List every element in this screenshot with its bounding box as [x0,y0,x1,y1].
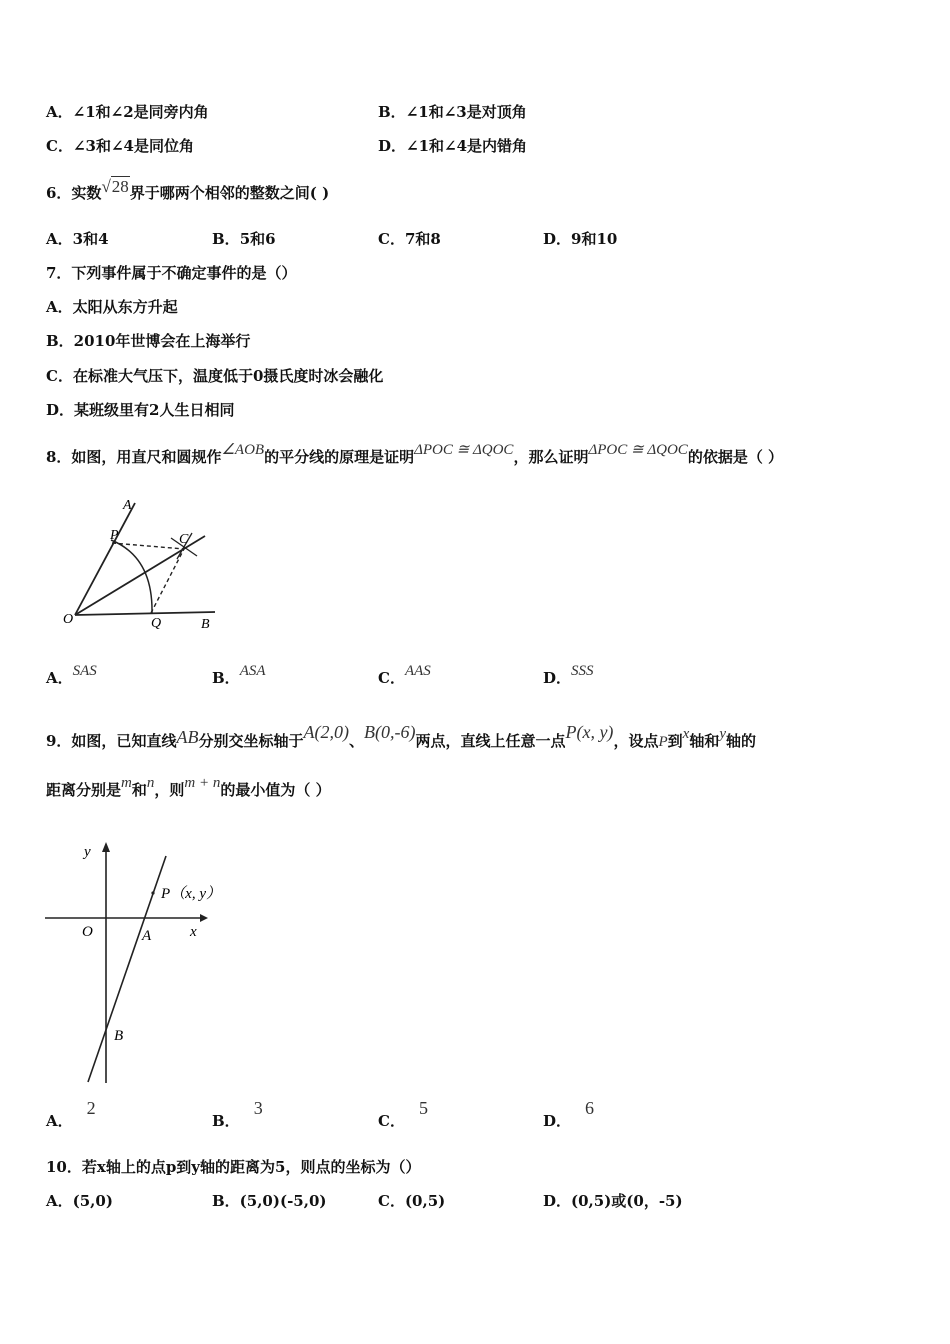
q6-option-d-letter: D． [543,230,572,248]
line-ab [88,856,166,1082]
q6-option-a-letter: A． [46,230,73,248]
q8-option-a [46,663,97,689]
q6-suffix: 界于哪两个相邻的整数之间( ) [129,184,330,202]
q6-option-c [378,229,441,249]
q5-option-d-text: ∠1和∠4是内错角 [406,137,528,155]
q5-option-b-text: ∠1和∠3是对顶角 [405,103,527,121]
q9-option-a [46,1098,96,1131]
segment-qc [151,547,185,613]
label-b: B [114,1028,124,1044]
q6-option-c-text: 7和8 [404,230,441,248]
point-p [151,891,154,894]
q9-option-c-letter: C． [378,1112,405,1130]
q9-p6: 轴和 [689,732,720,750]
q9-point-p: P(x, y) [565,722,614,742]
q5-option-b-letter: B． [378,103,406,121]
label-c: C [179,532,189,547]
q6-option-a-text: 3和4 [72,230,109,248]
q8-option-a-val: SAS [72,663,97,679]
q9-p4: ，设点 [613,732,659,750]
q10-option-c: C．(0,5) [378,1192,446,1210]
q5-option-a-letter: A． [46,103,73,121]
q8-p2: 的平分线的原理是证明 [264,448,415,466]
q9-var-y: y [719,726,726,742]
q9-p2: 分别交坐标轴于 [198,732,304,750]
q9-point-a: A(2,0) [303,722,349,742]
q8-option-a-letter: A． [46,669,73,687]
label-p: P（x, y） [161,886,221,902]
q9-var-x: x [682,726,690,742]
label-a: A [142,928,152,944]
q5-option-d-letter: D． [378,137,407,155]
q9-mn: m + n [184,775,221,791]
label-q: Q [151,616,162,631]
q5-option-d [378,136,527,156]
q9-l2p3: ，则 [154,781,185,799]
q8-option-b [212,663,266,689]
q9-l2p2: 和 [131,781,147,799]
q6-option-c-letter: C． [378,230,405,248]
q8-option-d [543,663,594,689]
q8-p1: 8．如图，用直尺和圆规作 [46,448,222,466]
q9-option-b-val: 3 [253,1098,263,1118]
q8-option-b-letter: B． [212,669,240,687]
label-x: x [190,924,197,940]
q9-figure [40,838,250,1088]
q8-p3: ，那么证明 [513,448,589,466]
q9-option-a-letter: A． [46,1112,73,1130]
label-y: y [84,844,91,860]
q9-ab: AB [176,727,199,747]
label-o: O [82,924,93,940]
ray-ob [75,612,215,615]
x-axis-arrow [200,914,208,922]
sqrt-28: √28 [101,177,129,196]
q9-option-d-letter: D． [543,1112,572,1130]
q9-l2p4: 的最小值为（ ） [220,781,331,799]
q9-option-d-val: 6 [585,1098,595,1118]
q8-figure [55,495,225,640]
label-b: B [201,617,210,632]
ray-oa [75,503,135,615]
q8-cong-1: ΔPOC ≅ ΔQOC [414,442,514,458]
q10-option-d: D．(0,5)或(0，-5) [543,1192,683,1210]
arc-pq [111,540,152,613]
q6-option-a [46,229,109,249]
q10-option-a: A．(5,0) [46,1192,113,1210]
y-axis-arrow [102,842,110,852]
q6-radicand: 28 [111,177,129,196]
q7-stem: 7．下列事件属于不确定事件的是（） [46,264,297,282]
q9-p3: 两点，直线上任意一点 [415,732,566,750]
q8-option-c-letter: C． [378,669,405,687]
q8-option-c [378,663,431,689]
q9-option-b [212,1098,263,1131]
q8-option-d-letter: D． [543,669,572,687]
q5-option-b [378,102,527,122]
q5-option-c-text: ∠3和∠4是同位角 [72,137,194,155]
q5-option-c-letter: C． [46,137,73,155]
q9-l2p1: 距离分别是 [46,781,122,799]
label-a: A [123,498,132,513]
q10-stem: 10．若x轴上的点p到y轴的距离为5，则点的坐标为（） [46,1158,421,1176]
q9-var-m: m [121,775,132,791]
q8-cong-2: ΔPOC ≅ ΔQOC [588,442,688,458]
q6-prefix: 6．实数 [46,184,102,202]
q8-option-b-val: ASA [239,663,266,679]
q6-option-b [212,229,276,249]
q9-option-c-val: 5 [418,1098,428,1118]
q8-angle: ∠AOB [221,442,265,458]
q9-option-c [378,1098,428,1131]
q9-option-d [543,1098,595,1131]
q5-option-a [46,102,209,122]
q9-var-n: n [146,775,155,791]
q6-option-b-letter: B． [212,230,240,248]
q6-option-b-text: 5和6 [239,230,276,248]
q9-point-b: B(0,-6) [363,722,416,742]
q9-stem-line2 [46,775,331,801]
q5-option-c [46,136,194,156]
q8-option-d-val: SSS [571,663,594,679]
q9-var-p: P [658,734,668,750]
q6-option-d-text: 9和10 [571,230,618,248]
q5-option-a-text: ∠1和∠2是同旁内角 [72,103,209,121]
q7-option-d: D．某班级里有2人生日相同 [46,401,235,419]
q9-sep: 、 [348,732,364,750]
q8-p4: 的依据是（ ） [687,448,784,466]
q9-p5: 到 [667,732,683,750]
q7-option-b: B．2010年世博会在上海举行 [46,332,251,350]
q9-p7: 轴的 [726,732,757,750]
q9-option-b-letter: B． [212,1112,240,1130]
q9-stem-line1 [46,722,757,752]
q6-stem [46,177,330,203]
q8-option-c-val: AAS [404,663,431,679]
q9-option-a-val: 2 [86,1098,96,1118]
q10-option-b: B．(5,0)(-5,0) [212,1192,327,1210]
q9-p1: 9．如图，已知直线 [46,732,177,750]
q7-option-a: A．太阳从东方升起 [46,298,178,316]
q8-stem [46,442,784,468]
label-o: O [63,612,74,627]
label-p: P [110,528,119,543]
q6-option-d [543,229,617,249]
q7-option-c: C．在标准大气压下，温度低于0摄氏度时冰会融化 [46,367,384,385]
